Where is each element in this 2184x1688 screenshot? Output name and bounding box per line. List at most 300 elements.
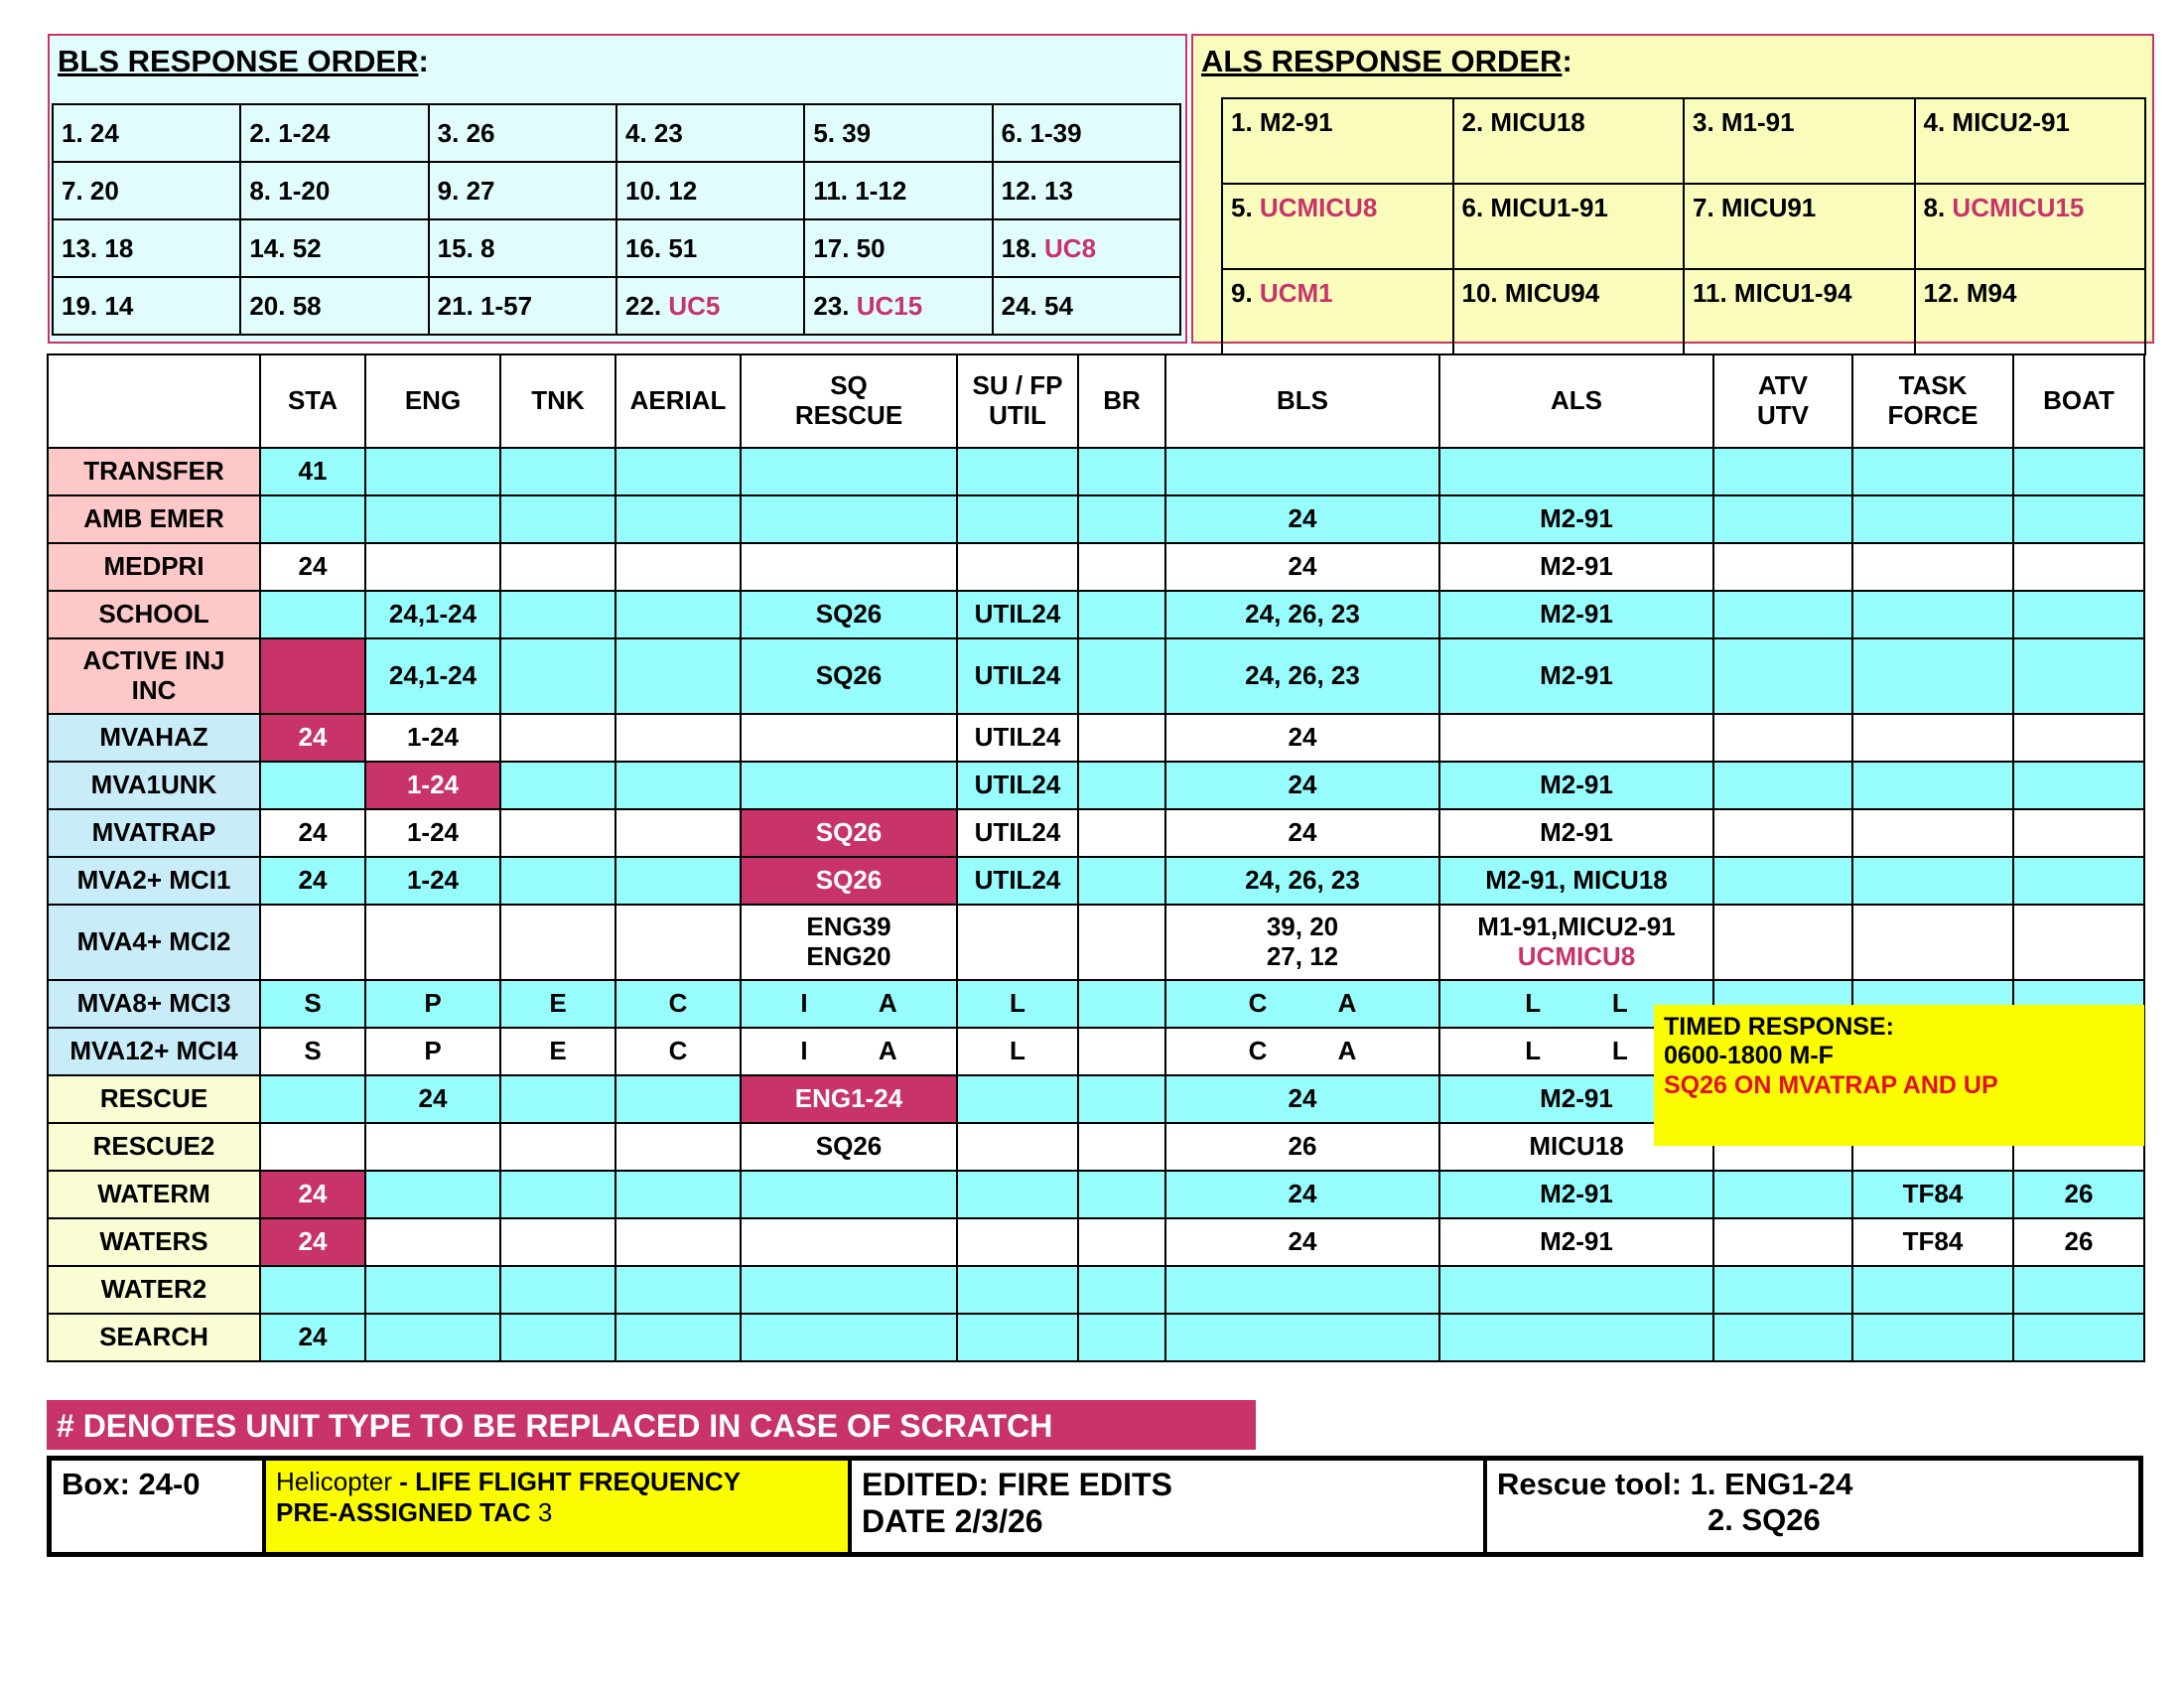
als-order-entry: 2. MICU18 [1453, 98, 1685, 184]
assignment-cell [500, 638, 615, 714]
assignment-cell [260, 495, 365, 543]
bls-order-entry: 4. 23 [616, 104, 804, 162]
matrix-row [48, 495, 2144, 543]
matrix-row [48, 1218, 2144, 1266]
assignment-cell [365, 1123, 500, 1171]
als-order-entry: 12. M94 [1915, 269, 2146, 354]
als-order-row [1222, 269, 2145, 354]
assignment-cell [615, 448, 741, 495]
bls-order-entry: 20. 58 [240, 277, 428, 335]
assignment-cell: 24 [260, 543, 365, 591]
incident-type-label: MVA4+ MCI2 [48, 905, 260, 980]
matrix-row [48, 638, 2144, 714]
assignment-cell: 1-24 [365, 714, 500, 762]
assignment-cell [365, 905, 500, 980]
bls-response-order-panel [48, 34, 1187, 344]
assignment-cell: C A [1165, 1028, 1439, 1075]
assignment-cell: I A [741, 980, 957, 1028]
assignment-cell: 24 [1165, 495, 1439, 543]
assignment-cell: 24, 26, 23 [1165, 638, 1439, 714]
column-header: BR [1078, 354, 1165, 448]
assignment-cell [1713, 1171, 1852, 1218]
assignment-cell: L [957, 980, 1078, 1028]
assignment-cell [1713, 591, 1852, 638]
assignment-cell: UTIL24 [957, 809, 1078, 857]
matrix-row [48, 1171, 2144, 1218]
assignment-cell [2013, 638, 2144, 714]
assignment-cell [260, 591, 365, 638]
assignment-cell [500, 591, 615, 638]
column-header: BOAT [2013, 354, 2144, 448]
assignment-cell: 1-24 [365, 762, 500, 809]
assignment-cell [957, 495, 1078, 543]
assignment-cell [1713, 1266, 1852, 1314]
assignment-cell [957, 1123, 1078, 1171]
assignment-cell [615, 591, 741, 638]
helicopter-frequency: Helicopter - LIFE FLIGHT FREQUENCY PRE-ASSIGNED TAC 3 [266, 1461, 852, 1552]
bls-order-entry: 10. 12 [616, 162, 804, 219]
column-header: TASK FORCE [1852, 354, 2013, 448]
assignment-cell [1713, 857, 1852, 905]
assignment-cell [500, 1218, 615, 1266]
column-header: TNK [500, 354, 615, 448]
assignment-cell [1713, 905, 1852, 980]
response-matrix-table [47, 353, 2145, 1362]
bls-order-entry: 23. UC15 [804, 277, 992, 335]
assignment-cell [1078, 1171, 1165, 1218]
assignment-cell: L L [1439, 1028, 1713, 1075]
assignment-cell [365, 1218, 500, 1266]
incident-type-label: WATERS [48, 1218, 260, 1266]
assignment-cell: SQ26 [741, 591, 957, 638]
assignment-cell: P [365, 980, 500, 1028]
assignment-cell [2013, 543, 2144, 591]
assignment-cell [1078, 495, 1165, 543]
assignment-cell: UTIL24 [957, 638, 1078, 714]
incident-type-label: AMB EMER [48, 495, 260, 543]
assignment-cell [741, 714, 957, 762]
column-header: BLS [1165, 354, 1439, 448]
assignment-cell [1852, 448, 2013, 495]
assignment-cell [615, 1171, 741, 1218]
bls-order-entry: 16. 51 [616, 219, 804, 277]
incident-type-label: RESCUE2 [48, 1123, 260, 1171]
incident-type-label: ACTIVE INJ INC [48, 638, 260, 714]
assignment-cell [2013, 495, 2144, 543]
assignment-cell: C A [1165, 980, 1439, 1028]
assignment-cell: 24 [260, 1218, 365, 1266]
assignment-cell [1078, 1075, 1165, 1123]
assignment-cell [500, 495, 615, 543]
assignment-cell [1439, 1314, 1713, 1361]
assignment-cell: 24,1-24 [365, 638, 500, 714]
edited-info [852, 1461, 1487, 1552]
assignment-cell [1078, 1218, 1165, 1266]
assignment-cell: M2-91 [1439, 1218, 1713, 1266]
bls-order-entry: 19. 14 [53, 277, 240, 335]
assignment-cell: C [615, 1028, 741, 1075]
bls-order-entry: 13. 18 [53, 219, 240, 277]
als-order-entry: 4. MICU2-91 [1915, 98, 2146, 184]
assignment-cell: E [500, 980, 615, 1028]
assignment-cell: 26 [2013, 1171, 2144, 1218]
assignment-cell: S [260, 1028, 365, 1075]
scratch-note-banner: # DENOTES UNIT TYPE TO BE REPLACED IN CASE OF SCRATCH [47, 1400, 1256, 1450]
assignment-cell [1852, 1314, 2013, 1361]
incident-type-label: SCHOOL [48, 591, 260, 638]
assignment-cell: 26 [1165, 1123, 1439, 1171]
assignment-cell: 24, 26, 23 [1165, 591, 1439, 638]
als-order-row [1222, 98, 2145, 184]
edited-date: DATE 2/3/26 [862, 1502, 1043, 1539]
assignment-cell [2013, 762, 2144, 809]
assignment-cell [500, 857, 615, 905]
assignment-cell [1852, 714, 2013, 762]
assignment-cell: M2-91 [1439, 591, 1713, 638]
assignment-cell [260, 762, 365, 809]
assignment-cell [500, 762, 615, 809]
assignment-cell: SQ26 [741, 638, 957, 714]
assignment-cell [957, 905, 1078, 980]
assignment-cell: M2-91 [1439, 543, 1713, 591]
assignment-cell [957, 1218, 1078, 1266]
timed-detail: SQ26 ON MVATRAP AND UP [1664, 1070, 1998, 1099]
assignment-cell: M2-91 [1439, 1171, 1713, 1218]
assignment-cell: 24 [1165, 714, 1439, 762]
assignment-cell: 39, 20 27, 12 [1165, 905, 1439, 980]
matrix-row [48, 714, 2144, 762]
assignment-cell [1078, 714, 1165, 762]
assignment-cell: 24 [1165, 1075, 1439, 1123]
incident-type-label: MVA1UNK [48, 762, 260, 809]
bls-order-entry: 5. 39 [804, 104, 992, 162]
matrix-row [48, 1266, 2144, 1314]
assignment-cell [500, 1075, 615, 1123]
assignment-cell [1713, 809, 1852, 857]
bls-order-entry: 14. 52 [240, 219, 428, 277]
assignment-cell: C [615, 980, 741, 1028]
assignment-cell [1078, 857, 1165, 905]
assignment-cell [741, 448, 957, 495]
assignment-cell [615, 1314, 741, 1361]
assignment-cell [1439, 1266, 1713, 1314]
rescue-tool-2: 2. SQ26 [1707, 1501, 1821, 1537]
assignment-cell [260, 638, 365, 714]
assignment-cell [500, 1266, 615, 1314]
assignment-cell [1165, 1266, 1439, 1314]
assignment-cell [1713, 638, 1852, 714]
assignment-cell: UTIL24 [957, 591, 1078, 638]
assignment-cell [615, 1123, 741, 1171]
assignment-cell: 24 [365, 1075, 500, 1123]
bls-order-row [53, 277, 1180, 335]
assignment-cell [1852, 905, 2013, 980]
assignment-cell [500, 1314, 615, 1361]
assignment-cell: 24 [260, 1171, 365, 1218]
assignment-cell: UTIL24 [957, 714, 1078, 762]
column-header: STA [260, 354, 365, 448]
assignment-cell [1713, 714, 1852, 762]
als-order-entry: 3. M1-91 [1684, 98, 1915, 184]
assignment-cell [957, 1266, 1078, 1314]
column-header: ALS [1439, 354, 1713, 448]
assignment-cell [1713, 1218, 1852, 1266]
assignment-cell: 24 [260, 857, 365, 905]
assignment-cell: SQ26 [741, 809, 957, 857]
footer-info-bar [47, 1456, 2143, 1557]
bls-order-entry: 17. 50 [804, 219, 992, 277]
assignment-cell [957, 1075, 1078, 1123]
matrix-row [48, 543, 2144, 591]
incident-type-label: MVATRAP [48, 809, 260, 857]
incident-type-label: MVA8+ MCI3 [48, 980, 260, 1028]
assignment-cell: I A [741, 1028, 957, 1075]
matrix-row [48, 762, 2144, 809]
incident-type-label: RESCUE [48, 1075, 260, 1123]
matrix-row [48, 1314, 2144, 1361]
assignment-cell [1078, 1314, 1165, 1361]
assignment-cell [1852, 591, 2013, 638]
assignment-cell [741, 543, 957, 591]
assignment-cell: 24 [1165, 1218, 1439, 1266]
assignment-cell [741, 1314, 957, 1361]
assignment-cell [1078, 448, 1165, 495]
timed-title: TIMED RESPONSE: [1664, 1013, 1894, 1041]
assignment-cell [741, 762, 957, 809]
matrix-header-row [48, 354, 2144, 448]
incident-type-label: TRANSFER [48, 448, 260, 495]
assignment-cell [1852, 543, 2013, 591]
matrix-row [48, 809, 2144, 857]
assignment-cell [615, 1266, 741, 1314]
incident-type-label: MVAHAZ [48, 714, 260, 762]
assignment-cell: 24 [260, 809, 365, 857]
bls-order-entry: 2. 1-24 [240, 104, 428, 162]
assignment-cell [365, 1266, 500, 1314]
column-header: SU / FP UTIL [957, 354, 1078, 448]
bls-order-entry: 12. 13 [993, 162, 1180, 219]
assignment-cell: M2-91 [1439, 1075, 1713, 1123]
assignment-cell: 24 [1165, 1171, 1439, 1218]
als-order-entry: 6. MICU1-91 [1453, 184, 1685, 269]
assignment-cell [615, 1218, 741, 1266]
assignment-cell [260, 1266, 365, 1314]
assignment-cell [1852, 857, 2013, 905]
assignment-cell: 24,1-24 [365, 591, 500, 638]
assignment-cell [365, 543, 500, 591]
assignment-cell [500, 714, 615, 762]
assignment-cell: M2-91 [1439, 495, 1713, 543]
assignment-cell [2013, 809, 2144, 857]
assignment-cell: M2-91 [1439, 638, 1713, 714]
bls-order-entry: 6. 1-39 [993, 104, 1180, 162]
assignment-cell [615, 543, 741, 591]
assignment-cell [615, 638, 741, 714]
assignment-cell: 1-24 [365, 809, 500, 857]
rescue-tool-info [1487, 1461, 2138, 1552]
edited-by: EDITED: FIRE EDITS [862, 1467, 1172, 1502]
bls-order-row [53, 104, 1180, 162]
assignment-cell [500, 809, 615, 857]
assignment-cell [365, 1314, 500, 1361]
bls-order-entry: 18. UC8 [993, 219, 1180, 277]
assignment-cell [1852, 638, 2013, 714]
assignment-cell: M1-91,MICU2-91 UCMICU8 [1439, 905, 1713, 980]
assignment-cell [365, 1171, 500, 1218]
assignment-cell: L L [1439, 980, 1713, 1028]
assignment-cell: 24 [260, 714, 365, 762]
bls-order-entry: 1. 24 [53, 104, 240, 162]
assignment-cell [260, 905, 365, 980]
als-response-order-panel [1191, 34, 2154, 344]
bls-order-entry: 15. 8 [429, 219, 616, 277]
assignment-cell [2013, 591, 2144, 638]
assignment-cell [500, 448, 615, 495]
assignment-cell: TF84 [1852, 1218, 2013, 1266]
assignment-cell: SQ26 [741, 857, 957, 905]
assignment-cell [2013, 905, 2144, 980]
als-order-entry: 5. UCMICU8 [1222, 184, 1453, 269]
assignment-cell: 24, 26, 23 [1165, 857, 1439, 905]
assignment-cell [2013, 1266, 2144, 1314]
assignment-cell: S [260, 980, 365, 1028]
assignment-cell: ENG1-24 [741, 1075, 957, 1123]
assignment-cell [2013, 448, 2144, 495]
assignment-cell [957, 448, 1078, 495]
assignment-cell [957, 543, 1078, 591]
bls-title: BLS RESPONSE ORDER: [58, 44, 429, 78]
assignment-cell: M2-91 [1439, 762, 1713, 809]
timed-response-note [1654, 1005, 2144, 1146]
assignment-cell [1078, 591, 1165, 638]
matrix-row [48, 857, 2144, 905]
assignment-cell [615, 809, 741, 857]
bls-order-entry: 9. 27 [429, 162, 616, 219]
assignment-cell [1852, 809, 2013, 857]
incident-type-label: SEARCH [48, 1314, 260, 1361]
assignment-cell [615, 714, 741, 762]
assignment-cell [741, 1171, 957, 1218]
als-order-entry: 7. MICU91 [1684, 184, 1915, 269]
column-header: ENG [365, 354, 500, 448]
assignment-cell: 26 [2013, 1218, 2144, 1266]
column-header: SQ RESCUE [741, 354, 957, 448]
assignment-cell [957, 1171, 1078, 1218]
als-order-entry: 11. MICU1-94 [1684, 269, 1915, 354]
incident-type-label: MVA12+ MCI4 [48, 1028, 260, 1075]
bls-order-entry: 24. 54 [993, 277, 1180, 335]
assignment-cell: E [500, 1028, 615, 1075]
box-number: Box: 24-0 [52, 1461, 266, 1552]
assignment-cell [1078, 809, 1165, 857]
als-order-row [1222, 184, 2145, 269]
assignment-cell [615, 857, 741, 905]
assignment-cell [1852, 1266, 2013, 1314]
column-header [48, 354, 260, 448]
bls-order-entry: 11. 1-12 [804, 162, 992, 219]
assignment-cell [260, 1075, 365, 1123]
assignment-cell [1439, 448, 1713, 495]
assignment-cell: ENG39 ENG20 [741, 905, 957, 980]
assignment-cell: 24 [1165, 543, 1439, 591]
assignment-cell: 24 [1165, 809, 1439, 857]
assignment-cell [1713, 543, 1852, 591]
assignment-cell [1078, 1266, 1165, 1314]
assignment-cell [1713, 1314, 1852, 1361]
bls-order-row [53, 162, 1180, 219]
assignment-cell [2013, 1314, 2144, 1361]
bls-order-entry: 22. UC5 [616, 277, 804, 335]
assignment-cell [365, 495, 500, 543]
assignment-cell: 41 [260, 448, 365, 495]
assignment-cell [1713, 495, 1852, 543]
assignment-cell: MICU18 [1439, 1123, 1713, 1171]
assignment-cell [1713, 762, 1852, 809]
incident-type-label: WATERM [48, 1171, 260, 1218]
assignment-cell [500, 905, 615, 980]
assignment-cell [615, 905, 741, 980]
matrix-row [48, 905, 2144, 980]
column-header: ATV UTV [1713, 354, 1852, 448]
incident-type-label: MEDPRI [48, 543, 260, 591]
assignment-cell [1078, 980, 1165, 1028]
assignment-cell [957, 1314, 1078, 1361]
incident-type-label: MVA2+ MCI1 [48, 857, 260, 905]
assignment-cell: P [365, 1028, 500, 1075]
assignment-cell [1852, 762, 2013, 809]
column-header: AERIAL [615, 354, 741, 448]
assignment-cell [500, 543, 615, 591]
matrix-row [48, 591, 2144, 638]
assignment-cell [2013, 714, 2144, 762]
assignment-cell [2013, 857, 2144, 905]
bls-order-entry: 3. 26 [429, 104, 616, 162]
bls-order-entry: 21. 1-57 [429, 277, 616, 335]
assignment-cell [1713, 448, 1852, 495]
assignment-cell: 1-24 [365, 857, 500, 905]
rescue-tool-1: Rescue tool: 1. ENG1-24 [1497, 1467, 1853, 1501]
assignment-cell [1439, 714, 1713, 762]
assignment-cell [1078, 1028, 1165, 1075]
assignment-cell: UTIL24 [957, 762, 1078, 809]
assignment-cell: M2-91 [1439, 809, 1713, 857]
bls-order-row [53, 219, 1180, 277]
als-order-entry: 9. UCM1 [1222, 269, 1453, 354]
assignment-cell [615, 1075, 741, 1123]
assignment-cell: M2-91, MICU18 [1439, 857, 1713, 905]
assignment-cell: TF84 [1852, 1171, 2013, 1218]
assignment-cell [1852, 495, 2013, 543]
als-title: ALS RESPONSE ORDER: [1201, 44, 1572, 78]
assignment-cell [1078, 543, 1165, 591]
assignment-cell [741, 1266, 957, 1314]
assignment-cell [365, 448, 500, 495]
als-order-entry: 10. MICU94 [1453, 269, 1685, 354]
assignment-cell [1078, 762, 1165, 809]
assignment-cell [615, 495, 741, 543]
assignment-cell [741, 1218, 957, 1266]
bls-order-table [52, 103, 1181, 336]
timed-hours: 0600-1800 M-F [1664, 1042, 1834, 1070]
als-order-entry: 8. UCMICU15 [1915, 184, 2146, 269]
assignment-cell [260, 1123, 365, 1171]
assignment-cell [1165, 448, 1439, 495]
assignment-cell [500, 1171, 615, 1218]
assignment-cell [615, 762, 741, 809]
assignment-cell [1165, 1314, 1439, 1361]
assignment-cell: L [957, 1028, 1078, 1075]
matrix-row [48, 448, 2144, 495]
